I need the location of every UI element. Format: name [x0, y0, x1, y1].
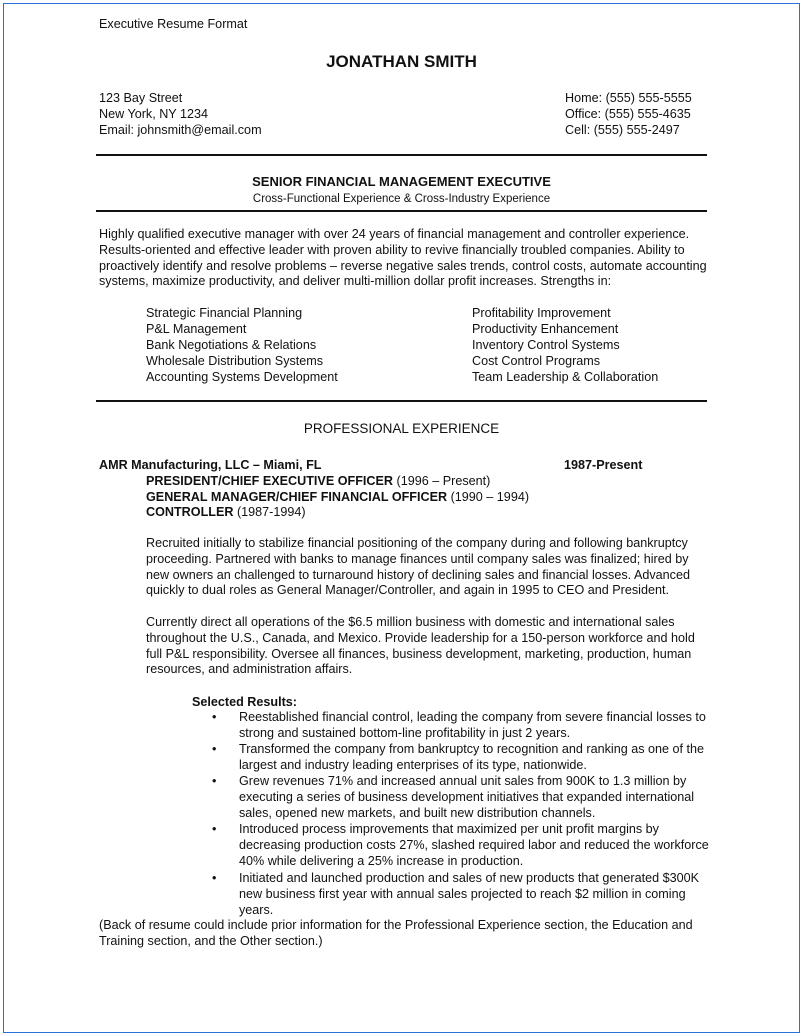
role-line [146, 489, 529, 505]
strength-item: Strategic Financial Planning [146, 306, 303, 320]
divider-experience [96, 400, 707, 402]
role-line [146, 473, 490, 489]
address-line-1: 123 Bay Street [99, 91, 183, 105]
company-name: AMR Manufacturing, LLC – Miami, FL [99, 458, 322, 472]
strength-item: Bank Negotiations & Relations [146, 338, 317, 352]
strength-item: Accounting Systems Development [146, 370, 338, 384]
result-text: Transformed the company from bankruptcy to recognition and ranking as one of the largest and industry leading enterprises of its type, nationwide. [239, 742, 705, 772]
header-label: Executive Resume Format [99, 17, 248, 31]
strength-item: Productivity Enhancement [472, 322, 619, 336]
strength-item: P&L Management [146, 322, 247, 336]
bullet-icon: • [212, 742, 217, 756]
role-title: CONTROLLER [146, 505, 234, 519]
role-title: PRESIDENT/CHIEF EXECUTIVE OFFICER [146, 474, 394, 488]
result-text: Initiated and launched production and sales of new products that generated $300K new business first year with annual sales projected to reach $2 million in coming years. [239, 871, 700, 917]
result-text: Introduced process improvements that maximized per unit profit margins by decreasing production costs 27%, slashed required labor and reduced the workforce 40% while delivering a 25% increase in production. [239, 822, 709, 868]
candidate-name: JONATHAN SMITH [326, 52, 477, 71]
headline-subtitle: Cross-Functional Experience & Cross-Industry Experience [252, 193, 551, 205]
results-heading: Selected Results: [192, 695, 297, 709]
role-period: (1990 – 1994) [447, 490, 530, 504]
bullet-icon: • [212, 710, 217, 724]
strength-item: Inventory Control Systems [472, 338, 620, 352]
divider-top [96, 154, 707, 156]
office-phone: Office: (555) 555-4635 [565, 107, 691, 121]
strengths-right-list [472, 305, 658, 385]
strength-item: Team Leadership & Collaboration [472, 370, 659, 384]
footer-note: (Back of resume could include prior information for the Professional Experience section, the Education and Training section, and the Other section.) [99, 918, 693, 948]
role-period: (1987-1994) [233, 505, 306, 519]
headline-title: SENIOR FINANCIAL MANAGEMENT EXECUTIVE [252, 174, 551, 189]
job-dates: 1987-Present [564, 458, 643, 472]
result-text: Grew revenues 71% and increased annual unit sales from 900K to 1.3 million by executing a series of business development initiatives that expanded international sales, opened new markets, and built new distribution channels. [239, 774, 695, 820]
bullet-icon: • [212, 774, 217, 788]
bullet-icon: • [212, 871, 217, 885]
job-paragraph-2: Currently direct all operations of the $6.5 million business with domestic and international sales throughout the U.S., Canada, and Mexico. Provide leadership for a 150-person workforce and hold full P&L responsibility. Oversee all finances, business development, marketing, production, human resources, and administration affairs. [146, 615, 695, 677]
result-text: Reestablished financial control, leading the company from severe financial losses to strong and sustained bottom-line profitability in just 2 years. [239, 710, 706, 740]
role-title: GENERAL MANAGER/CHIEF FINANCIAL OFFICER [146, 490, 448, 504]
summary-paragraph: Highly qualified executive manager with over 24 years of financial management and controller experience. Results-oriented and effective leader with proven ability to revive financially troubled companies. Ability to proactively identify and resolve problems – reverse negative sales trends, control costs, automate accounting systems, maximize productivity, and deliver multi-million dollar profit increases. Strengths in: [99, 227, 707, 289]
home-phone: Home: (555) 555-5555 [565, 91, 692, 105]
job-paragraph-1: Recruited initially to stabilize financial positioning of the company during and following bankruptcy proceeding. Partnered with banks to manage finances until company sales was finalized; hired by new owners an challenged to turnaround history of declining sales and financial losses. Advanced quickly to dual roles as General Manager/Controller, and again in 1995 to CEO and President. [146, 536, 690, 598]
strengths-left-list [146, 305, 338, 385]
divider-headline [96, 210, 707, 212]
strength-item: Profitability Improvement [472, 306, 611, 320]
strength-item: Wholesale Distribution Systems [146, 354, 324, 368]
cell-phone: Cell: (555) 555-2497 [565, 123, 680, 137]
role-period: (1996 – Present) [393, 474, 491, 488]
address-line-2: New York, NY 1234 [99, 107, 208, 121]
strength-item: Cost Control Programs [472, 354, 601, 368]
role-line [146, 504, 306, 520]
experience-heading: PROFESSIONAL EXPERIENCE [303, 421, 500, 436]
bullet-icon: • [212, 822, 217, 836]
email: Email: johnsmith@email.com [99, 123, 262, 137]
